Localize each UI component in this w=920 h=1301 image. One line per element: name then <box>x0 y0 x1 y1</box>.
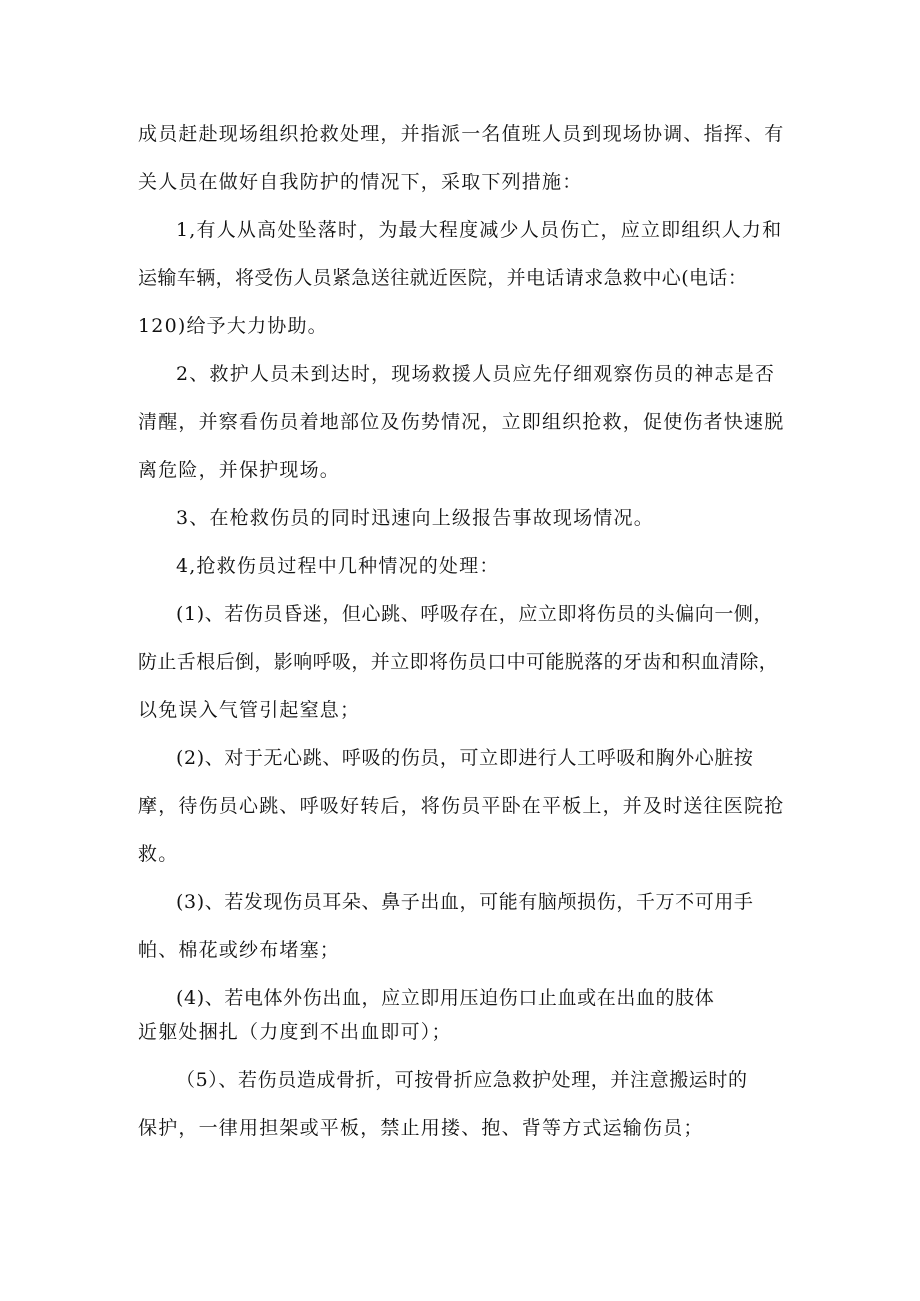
text-line: 120)给予大力协助。 <box>138 315 328 337</box>
text-line: (4)、若电体外伤出血，应立即用压迫伤口止血或在出血的肢体 <box>176 987 715 1009</box>
text-line: (1)、若伤员昏迷，但心跳、呼吸存在，应立即将伤员的头偏向一侧， <box>176 603 774 625</box>
text-line: 帕、棉花或纱布堵塞； <box>138 939 341 961</box>
text-line: 近躯处捆扎（力度到不出血即可）； <box>138 1021 452 1043</box>
text-line: 清醒，并察看伤员着地部位及伤势情况，立即组织抢救，促使伤者快速脱 <box>138 411 785 433</box>
text-line: 成员赶赴现场组织抢救处理，并指派一名值班人员到现场协调、指挥、有 <box>138 123 785 145</box>
text-line: 4,抢救伤员过程中几种情况的处理： <box>176 555 500 577</box>
text-line: 摩，待伤员心跳、呼吸好转后，将伤员平卧在平板上，并及时送往医院抢 <box>138 795 785 817</box>
text-line: 3、在枪救伤员的同时迅速向上级报告事故现场情况。 <box>176 507 654 529</box>
text-line: 2、救护人员未到达时，现场救援人员应先仔细观察伤员的神志是否 <box>176 363 776 385</box>
text-line: 关人员在做好自我防护的情况下，采取下列措施： <box>138 171 583 193</box>
text-line: (2)、对于无心跳、呼吸的伤员，可立即进行人工呼吸和胸外心脏按 <box>176 747 754 769</box>
text-line: 1,有人从高处坠落时，为最大程度减少人员伤亡，应立即组织人力和 <box>176 219 783 241</box>
text-line: (3)、若发现伤员耳朵、鼻子出血，可能有脑颅损伤，千万不可用手 <box>176 891 754 913</box>
text-line: 以免误入气管引起窒息； <box>138 699 361 721</box>
text-line: 防止舌根后倒，影响呼吸，并立即将伤员口中可能脱落的牙齿和积血清除， <box>138 651 779 673</box>
text-line: 离危险，并保护现场。 <box>138 459 341 481</box>
text-line: 救。 <box>138 843 179 865</box>
text-line: （5）、若伤员造成骨折，可按骨折应急救护处理，并注意搬运时的 <box>176 1069 748 1091</box>
text-line: 运输车辆，将受伤人员紧急送往就近医院，并电话请求急救中心(电话： <box>138 267 748 289</box>
text-line: 保护，一律用担架或平板，禁止用搂、抱、背等方式运输伤员； <box>138 1117 704 1139</box>
